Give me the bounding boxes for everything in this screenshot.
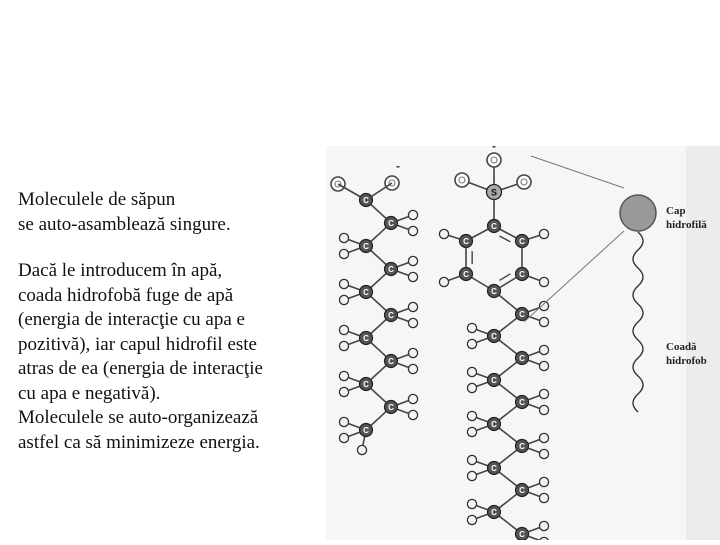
carbon-symbol: C [491,222,497,231]
head-label-line2: hidrofilă [666,219,707,231]
hydrogen-atom [357,445,366,454]
oxygen-atom-inner [491,157,497,163]
carbon-symbol: C [519,442,525,451]
hydrogen-atom [467,323,476,332]
text-line: astfel ca să minimizeze energia. [18,431,260,453]
text-line: (energia de interacţie cu apa e [18,309,245,330]
text-line: pozitivă), iar capul hidrofil este [18,333,257,355]
text-line: se auto-asamblează singure. [18,213,231,235]
hydrogen-atom [539,229,548,238]
hydrogen-atom [539,493,548,502]
hydrogen-atom [408,272,417,281]
hydrogen-atom [339,417,348,426]
charge-sign: - [492,146,496,153]
hydrogen-atom [339,433,348,442]
hydrogen-atom [539,521,548,530]
carbon-symbol: C [363,380,369,389]
hydrogen-atom [467,339,476,348]
hydrogen-atom [408,226,417,235]
hydrogen-atom [408,256,417,265]
carbon-symbol: C [388,219,394,228]
hydrogen-atom [408,210,417,219]
hydrogen-atom [408,394,417,403]
hydrogen-atom [408,302,417,311]
carbon-symbol: C [519,237,525,246]
carbon-symbol: C [519,486,525,495]
text-line: Moleculele se auto-organizează [18,407,259,428]
text-line: Moleculele de săpun [18,189,176,210]
carbon-symbol: C [363,334,369,343]
hydrogen-atom [408,348,417,357]
oxygen-atom-inner [521,179,527,185]
hydrogen-atom [339,249,348,258]
carbon-symbol: C [519,354,525,363]
carbon-symbol: C [363,426,369,435]
carbon-symbol: C [491,420,497,429]
text-line: atras de ea (energia de interacţie [18,358,263,379]
carbon-symbol: C [491,508,497,517]
hydrogen-atom [539,345,548,354]
carbon-symbol: C [363,288,369,297]
text-line: coada hidrofobă fuge de apă [18,284,234,306]
hydrogen-atom [467,427,476,436]
carbon-symbol: C [463,270,469,279]
hydrogen-atom [408,364,417,373]
hydrogen-atom [408,318,417,327]
molecule-diagram [326,146,720,540]
hydrogen-atom [467,515,476,524]
hydrogen-atom [539,277,548,286]
carbon-symbol: C [491,332,497,341]
carbon-symbol: C [519,310,525,319]
carbon-symbol: C [491,464,497,473]
carbon-symbol: C [363,196,369,205]
carbon-symbol: C [388,357,394,366]
hydrogen-atom [539,449,548,458]
head-label-line1: Cap [666,205,686,217]
carbon-symbol: C [519,530,525,539]
figure-background [326,146,720,540]
hydrogen-atom [339,279,348,288]
charge-sign: - [396,159,400,173]
hydrogen-atom [339,387,348,396]
hydrogen-atom [539,317,548,326]
hydrogen-atom [467,383,476,392]
soap-molecule-figure [326,146,720,540]
hydrogen-atom [467,499,476,508]
tail-label-line1: Coadă [666,341,697,353]
carbon-symbol: C [519,270,525,279]
text-line: Dacă le introducem în apă, [18,260,223,281]
hydrogen-atom [408,410,417,419]
hydrogen-atom [339,341,348,350]
hydrogen-atom [467,471,476,480]
description-text [18,188,338,455]
hydrogen-atom [467,411,476,420]
hydrogen-atom [339,371,348,380]
carbon-symbol: C [363,242,369,251]
hydrogen-atom [539,405,548,414]
hydrogen-atom [339,233,348,242]
carbon-symbol: C [491,376,497,385]
hydrogen-atom [439,277,448,286]
hydrogen-atom [539,477,548,486]
tail-label-line2: hidrofob [666,355,707,367]
hydrophilic-head-sphere [620,195,656,231]
hydrogen-atom [467,367,476,376]
hydrogen-atom [539,361,548,370]
carbon-symbol: C [388,311,394,320]
hydrogen-atom [439,229,448,238]
hydrogen-atom [539,389,548,398]
hydrogen-atom [539,433,548,442]
carbon-symbol: C [463,237,469,246]
carbon-symbol: C [388,265,394,274]
hydrogen-atom [339,325,348,334]
hydrogen-atom [467,455,476,464]
oxygen-atom-inner [459,177,465,183]
hydrogen-atom [539,301,548,310]
carbon-symbol: C [519,398,525,407]
hydrogen-atom [339,295,348,304]
carbon-symbol: C [491,287,497,296]
carbon-symbol: C [388,403,394,412]
text-line: cu apa e negativă). [18,382,161,404]
sulfur-symbol: S [490,187,498,198]
